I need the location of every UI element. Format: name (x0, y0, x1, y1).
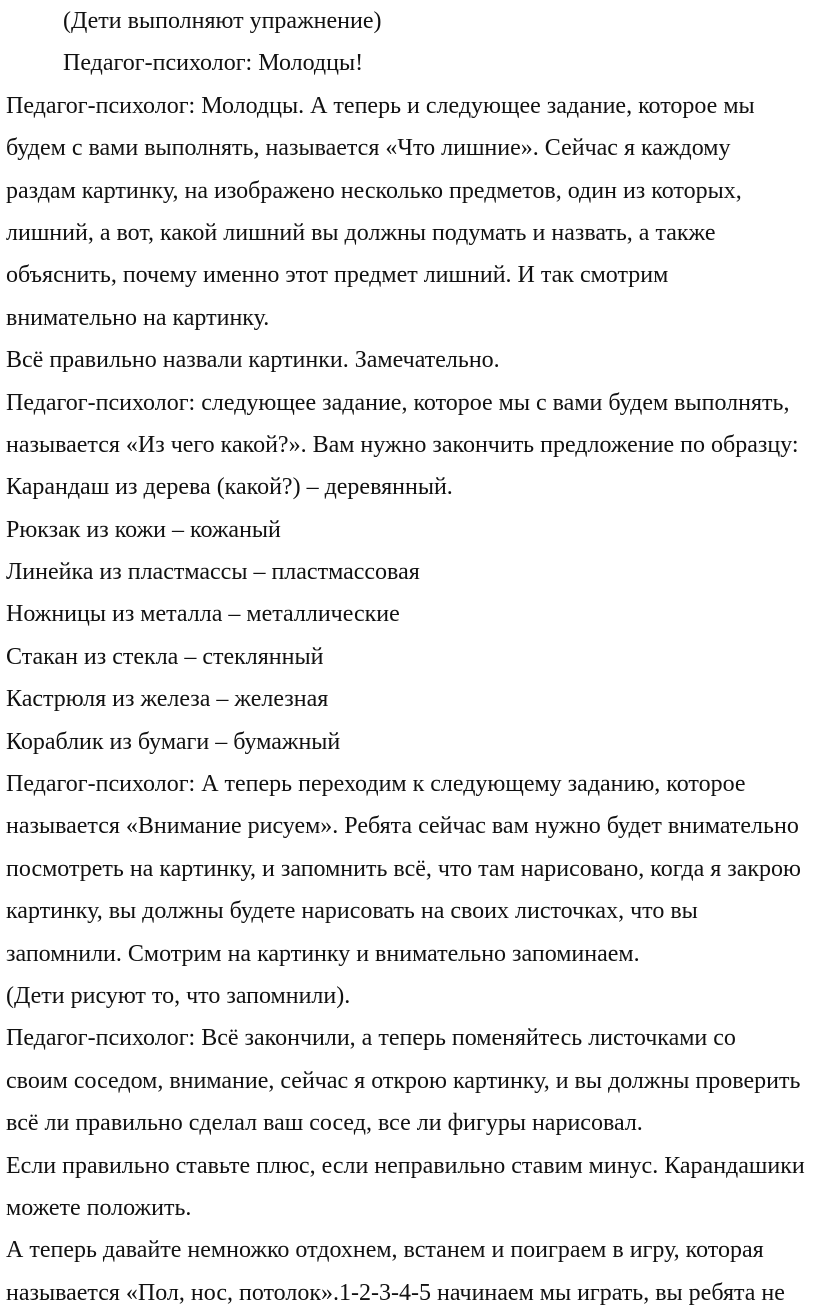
text-line: Педагог-психолог: Всё закончили, а теперь поменяйтесь листочками со (6, 1025, 736, 1052)
text-line: (Дети выполняют упражнение) (63, 8, 382, 34)
text-line: Педагог-психолог: Молодцы! (63, 50, 364, 77)
text-line: Карандаш из дерева (какой?) – деревянный. (6, 474, 453, 501)
text-line: лишний, а вот, какой лишний вы должны подумать и назвать, а также (6, 219, 716, 246)
text-line: раздам картинку, на изображено несколько предметов, один из которых, (6, 177, 742, 204)
text-line: А теперь давайте немножко отдохнем, встанем и поиграем в игру, которая (6, 1237, 764, 1264)
text-line: посмотреть на картинку, и запомнить всё, что там нарисовано, когда я закрою (6, 855, 801, 882)
text-line: Кастрюля из железа – железная (6, 686, 329, 713)
text-line: своим соседом, внимание, сейчас я открою картинку, и вы должны проверить (6, 1067, 801, 1094)
text-line: называется «Пол, нос, потолок».1-2-3-4-5 начинаем мы играть, вы ребята не (6, 1279, 785, 1306)
text-line: всё ли правильно сделал ваш сосед, все ли фигуры нарисовал. (6, 1110, 643, 1137)
text-line: объяснить, почему именно этот предмет лишний. И так смотрим (6, 262, 669, 289)
text-line: Всё правильно назвали картинки. Замечательно. (6, 347, 500, 374)
text-line: картинку, вы должны будете нарисовать на своих листочках, что вы (6, 898, 698, 925)
text-line: называется «Внимание рисуем». Ребята сейчас вам нужно будет внимательно (6, 813, 799, 840)
text-line: Стакан из стекла – стеклянный (6, 643, 324, 670)
text-line: называется «Из чего какой?». Вам нужно закончить предложение по образцу: (6, 431, 799, 458)
document-page (6, 0, 812, 1314)
text-line: Линейка из пластмассы – пластмассовая (6, 559, 420, 586)
text-line: Рюкзак из кожи – кожаный (6, 516, 281, 543)
text-line: можете положить. (6, 1194, 192, 1221)
text-line: внимательно на картинку. (6, 304, 270, 331)
text-line: Если правильно ставьте плюс, если неправильно ставим минус. Карандашики (6, 1152, 805, 1179)
text-line: Ножницы из металла – металлические (6, 601, 400, 628)
text-line: будем с вами выполнять, называется «Что лишние». Сейчас я каждому (6, 135, 731, 162)
text-line: Педагог-психолог: А теперь переходим к следующему заданию, которое (6, 771, 746, 798)
text-line: Кораблик из бумаги – бумажный (6, 728, 341, 755)
text-line: Педагог-психолог: следующее задание, которое мы с вами будем выполнять, (6, 389, 790, 416)
text-line: Педагог-психолог: Молодцы. А теперь и следующее задание, которое мы (6, 92, 755, 119)
text-line: (Дети рисуют то, что запомнили). (6, 982, 351, 1009)
text-line: запомнили. Смотрим на картинку и внимательно запоминаем. (6, 940, 640, 967)
